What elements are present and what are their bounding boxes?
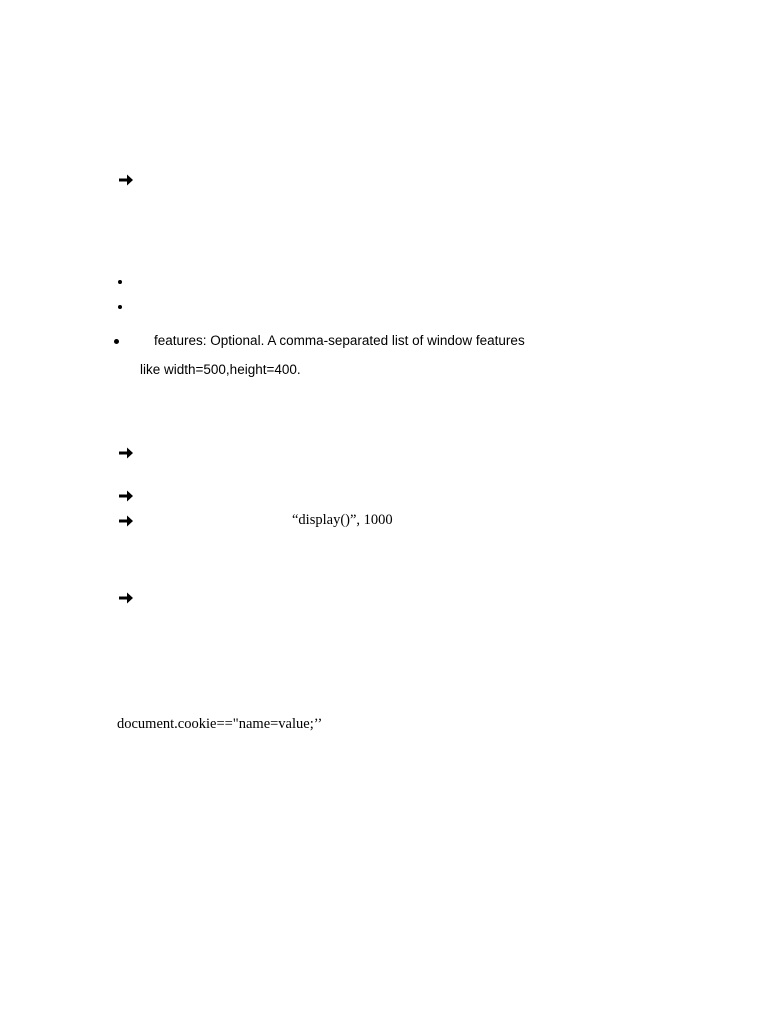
- right-arrow-icon: [118, 173, 134, 187]
- bullet-icon: [118, 280, 122, 284]
- bullet-icon: [118, 305, 122, 309]
- cookie-code-line: document.cookie=="name=value;’’: [117, 716, 323, 732]
- right-arrow-icon: [118, 514, 134, 528]
- settimeout-arguments: “display()”, 1000: [292, 512, 393, 528]
- right-arrow-icon: [118, 591, 134, 605]
- features-description: features: Optional. A comma-separated list of window features: [154, 333, 525, 348]
- right-arrow-icon: [118, 489, 134, 503]
- right-arrow-icon: [118, 446, 134, 460]
- bullet-icon: [114, 339, 119, 344]
- features-example: like width=500,height=400.: [140, 362, 301, 377]
